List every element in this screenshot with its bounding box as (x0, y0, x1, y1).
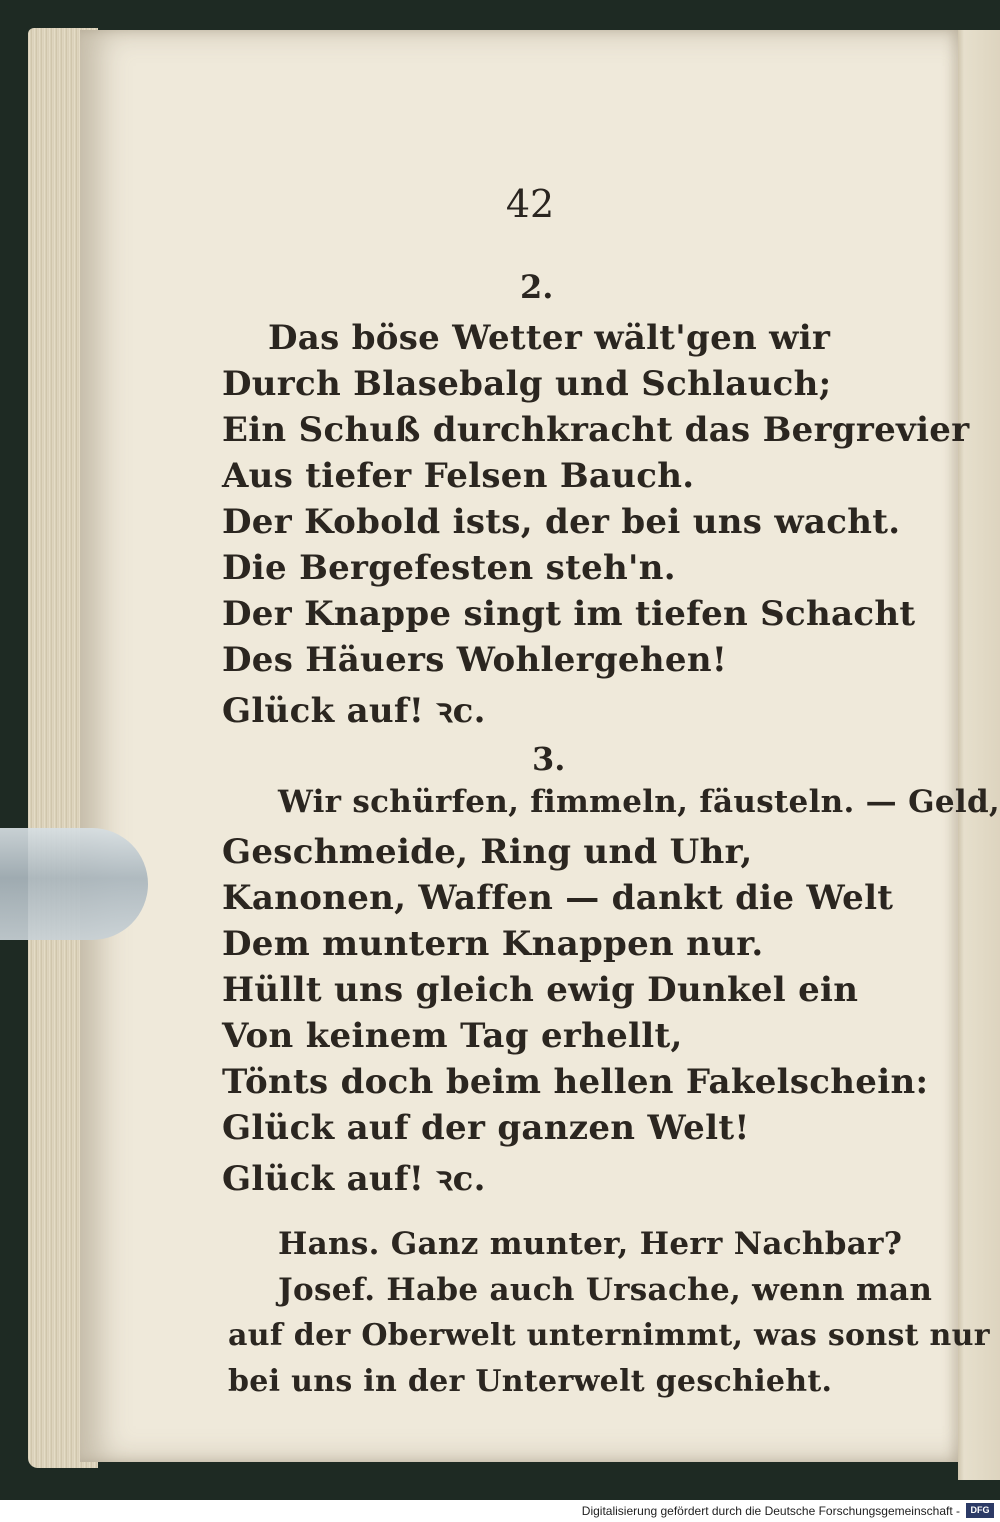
stanza-2-line-1: Das böse Wetter wält'gen wir (268, 318, 831, 358)
page-edges-right (958, 30, 1000, 1480)
dialogue-line-1: Hans. Ganz munter, Herr Nachbar? (278, 1226, 903, 1262)
stanza-number-3: 3. (532, 740, 566, 778)
stanza-number-2: 2. (520, 268, 554, 306)
stanza-3-line-1: Wir schürfen, fimmeln, fäusteln. — Geld, (278, 784, 1000, 820)
stanza-3-line-4: Dem muntern Knappen nur. (222, 924, 764, 964)
stanza-2-line-6: Die Bergefesten steh'n. (222, 548, 676, 588)
stanza-2-line-2: Durch Blasebalg und Schlauch; (222, 364, 832, 404)
funding-note: Digitalisierung gefördert durch die Deutsche Forschungsgemeinschaft - (581, 1504, 960, 1518)
stanza-3-line-6: Von keinem Tag erhellt, (222, 1016, 683, 1056)
stanza-3-line-9: Glück auf! ꝛc. (222, 1159, 486, 1199)
dialogue-line-2: Josef. Habe auch Ursache, wenn man (278, 1272, 933, 1308)
stanza-2-line-4: Aus tiefer Felsen Bauch. (222, 456, 695, 496)
stanza-2-line-7: Der Knappe singt im tiefen Schacht (222, 594, 916, 634)
stanza-2-line-9: Glück auf! ꝛc. (222, 691, 486, 731)
stanza-3-line-7: Tönts doch beim hellen Fakelschein: (222, 1062, 929, 1102)
stanza-2-line-3: Ein Schuß durchkracht das Bergrevier (222, 410, 970, 450)
dialogue-line-3: auf der Oberwelt unternimmt, was sonst nur (228, 1318, 990, 1353)
stanza-2-line-5: Der Kobold ists, der bei uns wacht. (222, 502, 901, 542)
stanza-2-line-8: Des Häuers Wohlergehen! (222, 640, 728, 680)
dfg-logo: DFG (966, 1503, 994, 1518)
page-holder-clip (0, 828, 148, 940)
dialogue-line-4: bei uns in der Unterwelt geschieht. (228, 1364, 833, 1399)
page-number: 42 (505, 182, 555, 226)
stanza-3-line-3: Kanonen, Waffen — dankt die Welt (222, 878, 894, 918)
footer (0, 1500, 1000, 1522)
stanza-3-line-2: Geschmeide, Ring und Uhr, (222, 832, 753, 872)
stanza-3-line-5: Hüllt uns gleich ewig Dunkel ein (222, 970, 859, 1010)
stanza-3-line-8: Glück auf der ganzen Welt! (222, 1108, 750, 1148)
